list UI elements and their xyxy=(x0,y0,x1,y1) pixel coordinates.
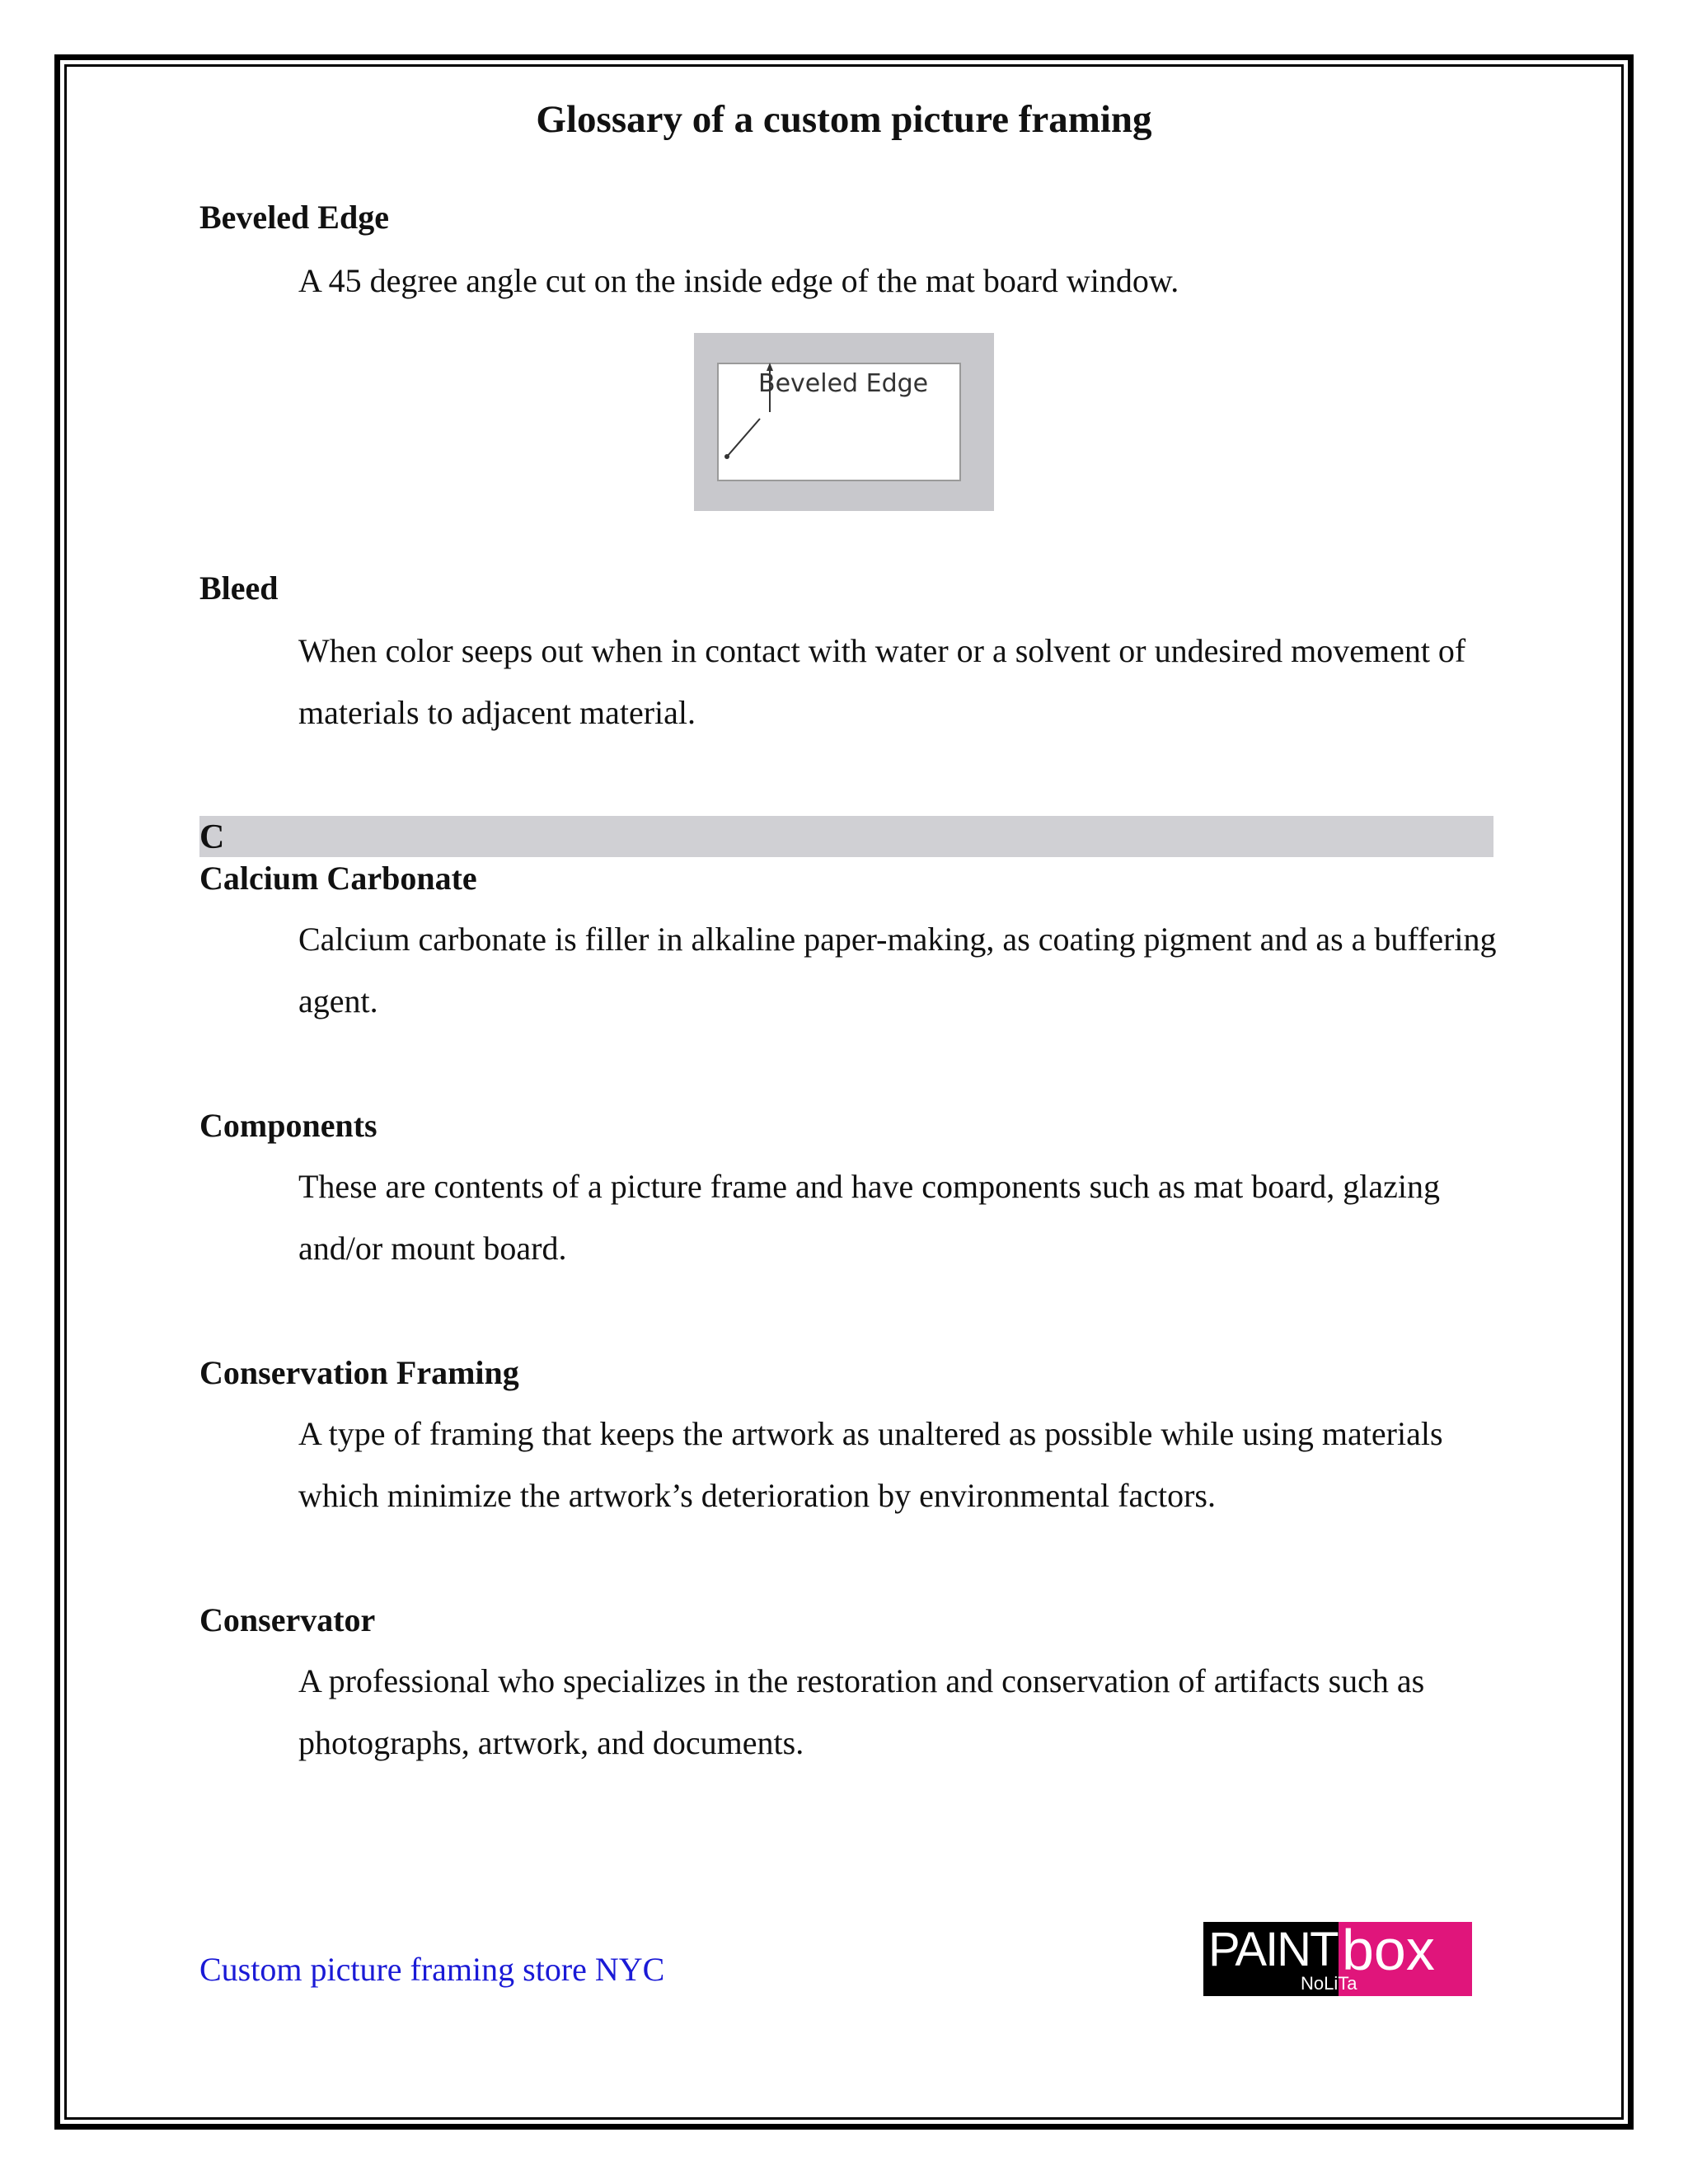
section-header-c xyxy=(199,816,1493,857)
term-beveled-edge: Beveled Edge xyxy=(199,199,389,236)
definition-conservation-framing: A type of framing that keeps the artwork as unaltered as possible while using materials which minimize the artwork’s deterioration by environmental factors. xyxy=(298,1415,1443,1514)
term-conservator: Conservator xyxy=(199,1601,376,1638)
term-bleed: Bleed xyxy=(199,569,279,607)
definition-bleed: When color seeps out when in contact with water or a solvent or undesired movement of materials to adjacent material. xyxy=(298,632,1466,731)
figure-label: Beveled Edge xyxy=(758,369,929,398)
beveled-edge-illustration xyxy=(694,333,994,511)
paintbox-logo[interactable] xyxy=(1203,1918,1472,1996)
logo-accent-panel xyxy=(1339,1918,1472,1996)
definition-conservator: A professional who specializes in the restoration and conservation of artifacts such as photographs, artwork, and documents. xyxy=(298,1662,1425,1761)
section-letter: C xyxy=(199,818,225,856)
term-components: Components xyxy=(199,1107,377,1144)
logo-subtitle: NoLiTa xyxy=(1301,1973,1357,1994)
logo-word-paint: PAINT xyxy=(1208,1923,1338,1976)
definition-components: These are contents of a picture frame and have components such as mat board, glazing and/or mount board. xyxy=(298,1168,1441,1267)
term-conservation-framing: Conservation Framing xyxy=(199,1354,519,1391)
store-link[interactable]: Custom picture framing store NYC xyxy=(199,1951,665,1988)
pointer-arrows-icon xyxy=(694,333,994,511)
definition-beveled-edge: A 45 degree angle cut on the inside edge of the mat board window. xyxy=(298,262,1179,299)
document-title: Glossary of a custom picture framing xyxy=(536,98,1152,141)
term-calcium-carbonate: Calcium Carbonate xyxy=(199,860,477,897)
logo-word-box: box xyxy=(1342,1918,1435,1982)
definition-calcium-carbonate: Calcium carbonate is filler in alkaline paper-making, as coating pigment and as a buffering agent. xyxy=(298,921,1497,1019)
